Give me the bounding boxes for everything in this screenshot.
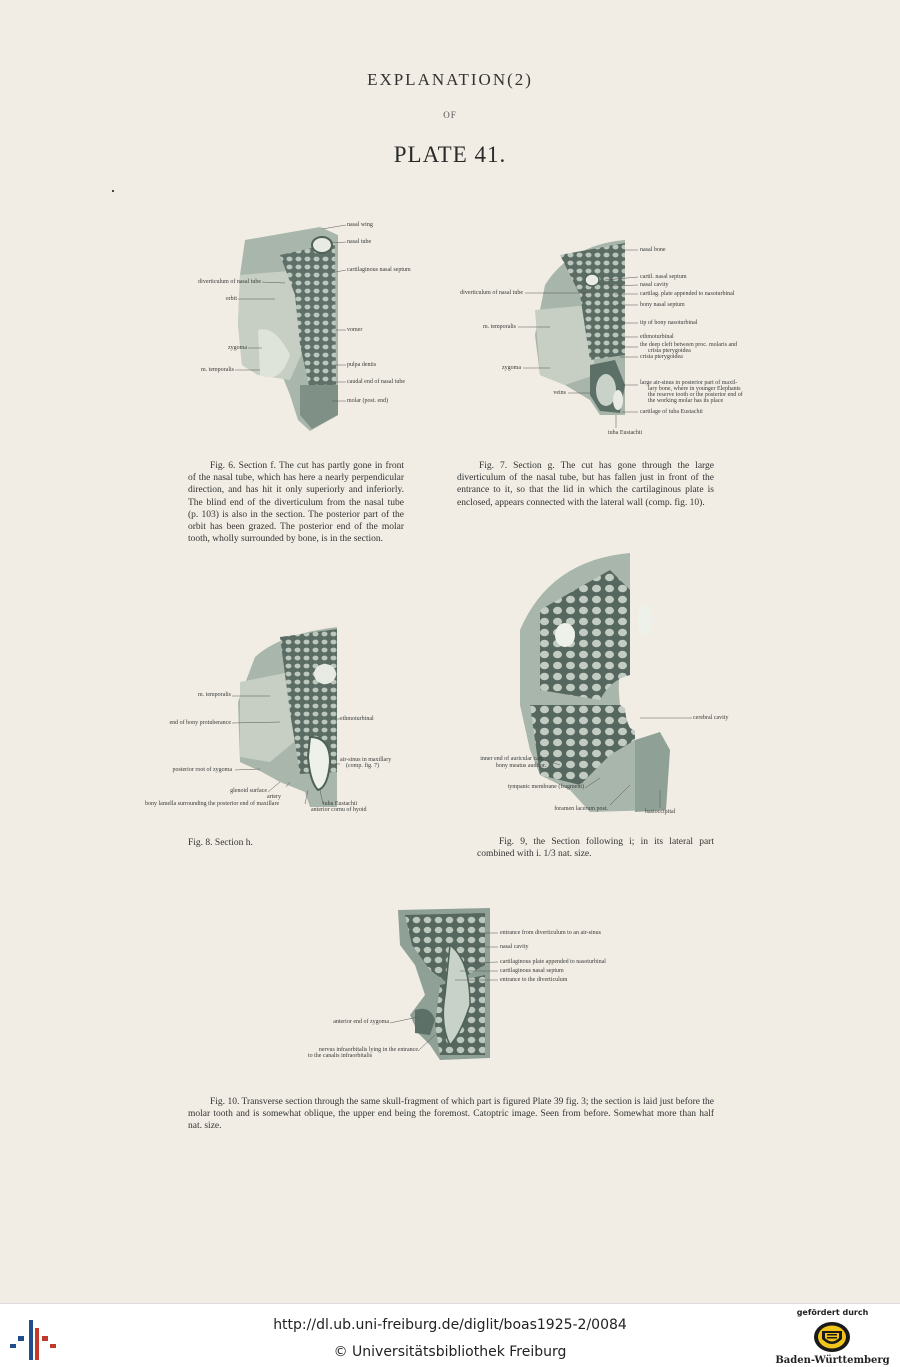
fig9-caption-text: Fig. 9, the Section following i; in its lateral part combined with i. 1/3 nat. size.	[477, 837, 714, 860]
fig7-label-tuba: tuba Eustachii	[608, 430, 643, 436]
fig9-label-inner-end-2: bony meatus auditor.	[495, 763, 546, 769]
baden-wuerttemberg-seal-icon	[813, 1321, 851, 1353]
fig6-label-diverticulum: diverticulum of nasal tube	[198, 279, 261, 285]
fig10-label-nasal-cavity: nasal cavity	[500, 944, 529, 950]
fig7-label-cartil-septum: cartil. nasal septum	[640, 274, 687, 280]
fig7-label-crista-2: crista pterygoidea	[640, 354, 683, 360]
fig9-label-cerebral-cavity: cerebral cavity	[693, 715, 729, 721]
plate-heading-number: PLATE 41.	[393, 142, 507, 167]
fig7-label-bony-septum: bony nasal septum	[640, 302, 685, 308]
fig6-label-zygoma: zygoma	[228, 345, 247, 351]
fig6-label-pulpa-dentis: pulpa dentis	[347, 362, 377, 368]
fig8-label-air-sinus-2: (comp. fig. 7)	[346, 763, 379, 769]
fig9-label-tympanic: tympanic membrane (fragment)	[507, 784, 584, 790]
fig6-label-nasal-tube: nasal tube	[347, 239, 372, 245]
fig6-label-cartilaginous-septum: cartilaginous nasal septum	[347, 267, 411, 273]
footer-permalink[interactable]: http://dl.ub.uni-freiburg.de/diglit/boas1925-2/0084	[273, 1317, 627, 1333]
plate-heading-of: OF	[443, 110, 457, 120]
fig8-caption	[188, 837, 308, 849]
fig7-caption-text: Fig. 7. Section g. The cut has gone through the large diverticulum of the nasal tube, but has fallen just in front of the entrance to it, so that the lid in which the cartilaginous plate is enclosed, appears connected with the lateral wall (comp. fig. 10).	[457, 461, 714, 508]
fig8-label-anterior-cornu: anterior cornu of hyoid	[311, 807, 367, 813]
fig9-label-foramen: foramen lacerum post.	[554, 806, 608, 812]
fig7-label-cartilag-plate: cartilag. plate appended to nasoturbinal	[640, 291, 735, 297]
fig6-label-caudal-end: caudal end of nasal tube	[347, 379, 405, 385]
fig7-label-veins: veins	[553, 390, 566, 396]
fig10-label-nervus-2: to the canalis infraorbitalis	[307, 1053, 373, 1059]
fig8-label-glenoid: glenoid surface	[230, 788, 267, 794]
fig7-label-diverticulum: diverticulum of nasal tube	[460, 290, 523, 296]
fig7-label-air-sinus-4: the working molar has its place	[648, 398, 724, 404]
fig7-caption	[457, 460, 714, 509]
fig10-label-nervus-1: nervus infraorbitalis lying in the entrance	[318, 1047, 418, 1053]
figure-7-illustration	[440, 235, 770, 445]
fig8-label-air-sinus-1: air-sinus in maxillary	[340, 757, 392, 763]
fig8-label-bony-protuberance: end of bony protuberance	[169, 720, 231, 726]
fig7-label-crista-1: crista pterygoidea	[648, 348, 691, 354]
fig6-caption-text: Fig. 6. Section f. The cut has partly gone in front of the nasal tube, which has here a nearly perpendicular direction, and has hit it only superiorly and inferiorly. The blind end of the diverticulum from the nasal tube (p. 103) is also in the section. The posterior part of the orbit has been grazed. The posterior end of the molar tooth, wholly surrounded by bone, is in the section.	[188, 461, 404, 545]
fig7-label-nasal-bone: nasal bone	[640, 247, 666, 253]
fig9-label-basioccipital: basioccipital	[645, 809, 676, 815]
fig6-label-nasal-wing: nasal wing	[347, 222, 373, 228]
fig7-label-ethmoturbinal: ethmoturbinal	[640, 334, 674, 340]
figure-7	[440, 235, 770, 445]
fig8-label-root-zygoma: posterior root of zygoma	[172, 767, 232, 773]
fig7-label-nasal-cavity: nasal cavity	[640, 282, 669, 288]
fig6-label-orbit: orbit	[225, 296, 237, 302]
fig10-caption	[188, 1096, 714, 1133]
fig7-label-zygoma: zygoma	[502, 365, 521, 371]
fig9-label-inner-end-1: inner end of auricular cart.	[480, 756, 544, 762]
fig6-label-molar: molar (post. end)	[347, 398, 389, 404]
fig8-label-tuba: tuba Eustachii	[323, 801, 358, 807]
fig10-label-anterior-zygoma: anterior end of zygoma	[333, 1019, 389, 1025]
fig8-caption-text: Fig. 8. Section h.	[188, 838, 253, 848]
fig8-label-bony-lamella: bony lamella surrounding the posterior end of maxillare	[145, 801, 280, 807]
fig8-label-artery: artery	[267, 794, 281, 800]
figure-8	[140, 622, 440, 822]
fig7-label-deep-cleft: the deep cleft between proc. molaris and	[640, 342, 738, 348]
fig7-label-air-sinus-1: large air-sinus in posterior part of maxil-	[640, 380, 738, 386]
fig8-label-m-temporalis: m. temporalis	[198, 692, 231, 698]
speck	[112, 190, 114, 192]
fig10-label-entrance-diverticulum: entrance to the diverticulum	[500, 977, 568, 983]
plate-heading-explanation: EXPLANATION(2)	[367, 70, 533, 89]
figure-9	[460, 550, 760, 820]
figure-9-illustration	[460, 550, 760, 820]
figure-6	[150, 215, 450, 440]
figure-10-illustration	[290, 905, 640, 1065]
fig7-label-cartilage-tuba: cartilage of tuba Eustachii	[640, 409, 703, 415]
footer-bar	[0, 1303, 900, 1367]
fig10-label-cartilaginous-septum: cartilaginous nasal septum	[500, 968, 564, 974]
fig7-label-air-sinus-2: lary bone, where in younger Elephants	[648, 386, 741, 392]
figure-6-illustration	[150, 215, 450, 440]
fig7-label-tip-nasoturbinal: tip of bony nasoturbinal	[640, 320, 698, 326]
fig8-label-ethmoturbinal: ethmoturbinal	[340, 716, 374, 722]
fig6-label-vomer: vomer	[347, 327, 363, 333]
figure-10	[290, 905, 640, 1065]
fig9-caption	[477, 836, 714, 860]
fig7-label-m-temporalis: m. temporalis	[483, 324, 516, 330]
sponsor-bottom-text: Baden-Württemberg	[775, 1355, 890, 1366]
fig10-label-entrance-air-sinus: entrance from diverticulum to an air-sinus	[500, 930, 602, 936]
fig6-label-m-temporalis: m. temporalis	[201, 367, 234, 373]
sponsor-block	[775, 1308, 890, 1366]
sponsor-top-text: gefördert durch	[796, 1308, 869, 1317]
fig6-caption	[188, 460, 404, 545]
footer-copyright: © Universitätsbibliothek Freiburg	[333, 1344, 567, 1360]
fig10-label-cartilaginous-plate: cartilaginous plate appended to nasoturbinal	[500, 959, 606, 965]
fig10-caption-text: Fig. 10. Transverse section through the same skull-fragment of which part is figured Plate 39 fig. 3; the section is laid just before the molar tooth and is somewhat oblique, the upper end being the foremost. Catoptric image. Seen from before. Somewhat more than half nat. size.	[188, 1097, 714, 1132]
fig7-label-air-sinus-3: the reserve tooth or the posterior end of	[648, 392, 743, 398]
